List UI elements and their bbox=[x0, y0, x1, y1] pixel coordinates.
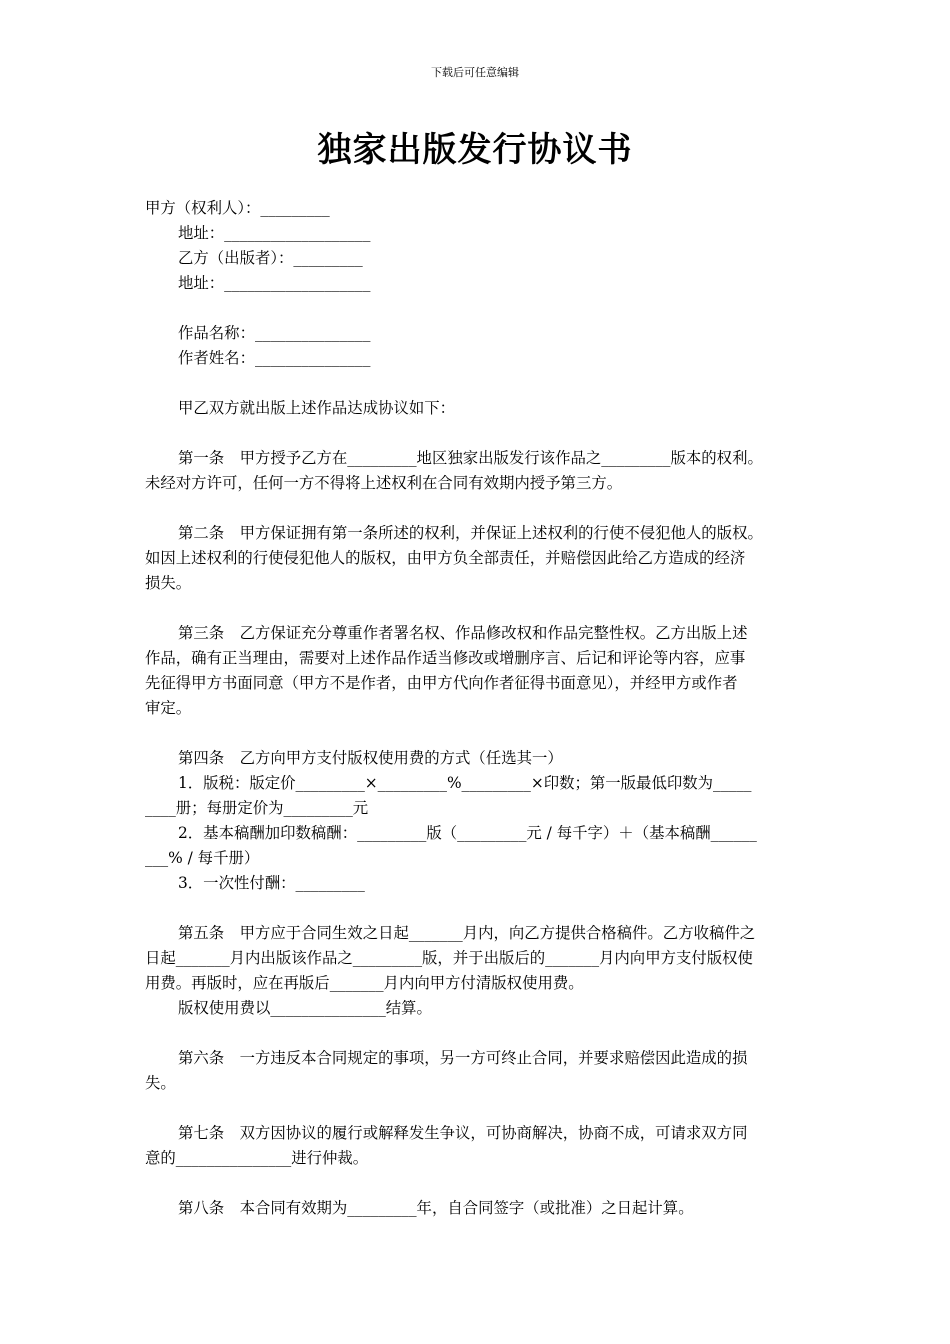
article-line: 第五条 甲方应于合同生效之日起_______月内，向乙方提供合格稿件。乙方收稿件之 bbox=[178, 924, 756, 942]
article-7 bbox=[145, 1121, 808, 1171]
spacer bbox=[145, 296, 808, 321]
party-a-address-line: 地址：___________________ bbox=[178, 224, 371, 242]
article-line: ___% / 每千册） bbox=[145, 849, 260, 867]
spacer bbox=[145, 896, 808, 921]
article-line: 日起_______月内出版该作品之_________版，并于出版后的_______月内向甲方支付版权使 bbox=[145, 949, 753, 967]
article-line: ____册；每册定价为_________元 bbox=[145, 799, 369, 817]
article-line: 先征得甲方书面同意（甲方不是作者，由甲方代向作者征得书面意见），并经甲方或作者 bbox=[145, 674, 738, 692]
article-8 bbox=[145, 1196, 808, 1221]
article-line: 3．一次性付酬：_________ bbox=[178, 874, 365, 892]
article-line: 失。 bbox=[145, 1074, 176, 1092]
party-a-line: 甲方（权利人）：_________ bbox=[145, 199, 330, 217]
party-b-line: 乙方（出版者）：_________ bbox=[178, 249, 363, 267]
spacer bbox=[145, 1171, 808, 1196]
article-line: 第四条 乙方向甲方支付版权使用费的方式（任选其一） bbox=[178, 749, 563, 767]
article-line: 损失。 bbox=[145, 574, 192, 592]
article-line: 用费。再版时，应在再版后_______月内向甲方付清版权使用费。 bbox=[145, 974, 584, 992]
article-line: 第八条 本合同有效期为_________年，自合同签字（或批准）之日起计算。 bbox=[178, 1199, 694, 1217]
article-line: 1．版税：版定价_________×_________%_________×印数；第一版最低印数为_____ bbox=[178, 774, 752, 792]
article-line: 第三条 乙方保证充分尊重作者署名权、作品修改权和作品完整性权。乙方出版上述 bbox=[178, 624, 748, 642]
spacer bbox=[145, 596, 808, 621]
article-line: 审定。 bbox=[145, 699, 192, 717]
party-b-address-line: 地址：___________________ bbox=[178, 274, 371, 292]
work-author-line: 作者姓名：_______________ bbox=[178, 349, 371, 367]
header-note: 下载后可任意编辑 bbox=[431, 66, 519, 79]
article-3 bbox=[145, 621, 808, 721]
article-line: 第七条 双方因协议的履行或解释发生争议，可协商解决，协商不成，可请求双方同 bbox=[178, 1124, 748, 1142]
work-name-line: 作品名称：_______________ bbox=[178, 324, 371, 342]
intro-line: 甲乙双方就出版上述作品达成协议如下： bbox=[178, 399, 456, 417]
article-1 bbox=[145, 446, 808, 496]
article-line: 作品，确有正当理由，需要对上述作品作适当修改或增删序言、后记和评论等内容，应事 bbox=[145, 649, 746, 667]
spacer bbox=[145, 721, 808, 746]
spacer bbox=[145, 1096, 808, 1121]
article-line: 2．基本稿酬加印数稿酬：_________版（_________元 / 每千字）＋（基本稿酬______ bbox=[178, 824, 757, 842]
article-6 bbox=[145, 1046, 808, 1096]
article-line: 版权使用费以_______________结算。 bbox=[178, 999, 432, 1017]
article-line: 未经对方许可，任何一方不得将上述权利在合同有效期内授予第三方。 bbox=[145, 474, 623, 492]
article-line: 第二条 甲方保证拥有第一条所述的权利，并保证上述权利的行使不侵犯他人的版权。 bbox=[178, 524, 763, 542]
article-line: 意的_______________进行仲裁。 bbox=[145, 1149, 369, 1167]
spacer bbox=[145, 496, 808, 521]
spacer bbox=[145, 1021, 808, 1046]
article-line: 第一条 甲方授予乙方在_________地区独家出版发行该作品之_________版本的权利。 bbox=[178, 449, 763, 467]
article-5 bbox=[145, 921, 808, 1021]
spacer bbox=[145, 371, 808, 396]
article-2 bbox=[145, 521, 808, 596]
article-line: 如因上述权利的行使侵犯他人的版权，由甲方负全部责任，并赔偿因此给乙方造成的经济 bbox=[145, 549, 746, 567]
article-4 bbox=[145, 746, 808, 896]
document-body bbox=[145, 196, 808, 1221]
spacer bbox=[145, 421, 808, 446]
document-title: 独家出版发行协议书 bbox=[317, 130, 633, 170]
article-line: 第六条 一方违反本合同规定的事项，另一方可终止合同，并要求赔偿因此造成的损 bbox=[178, 1049, 748, 1067]
